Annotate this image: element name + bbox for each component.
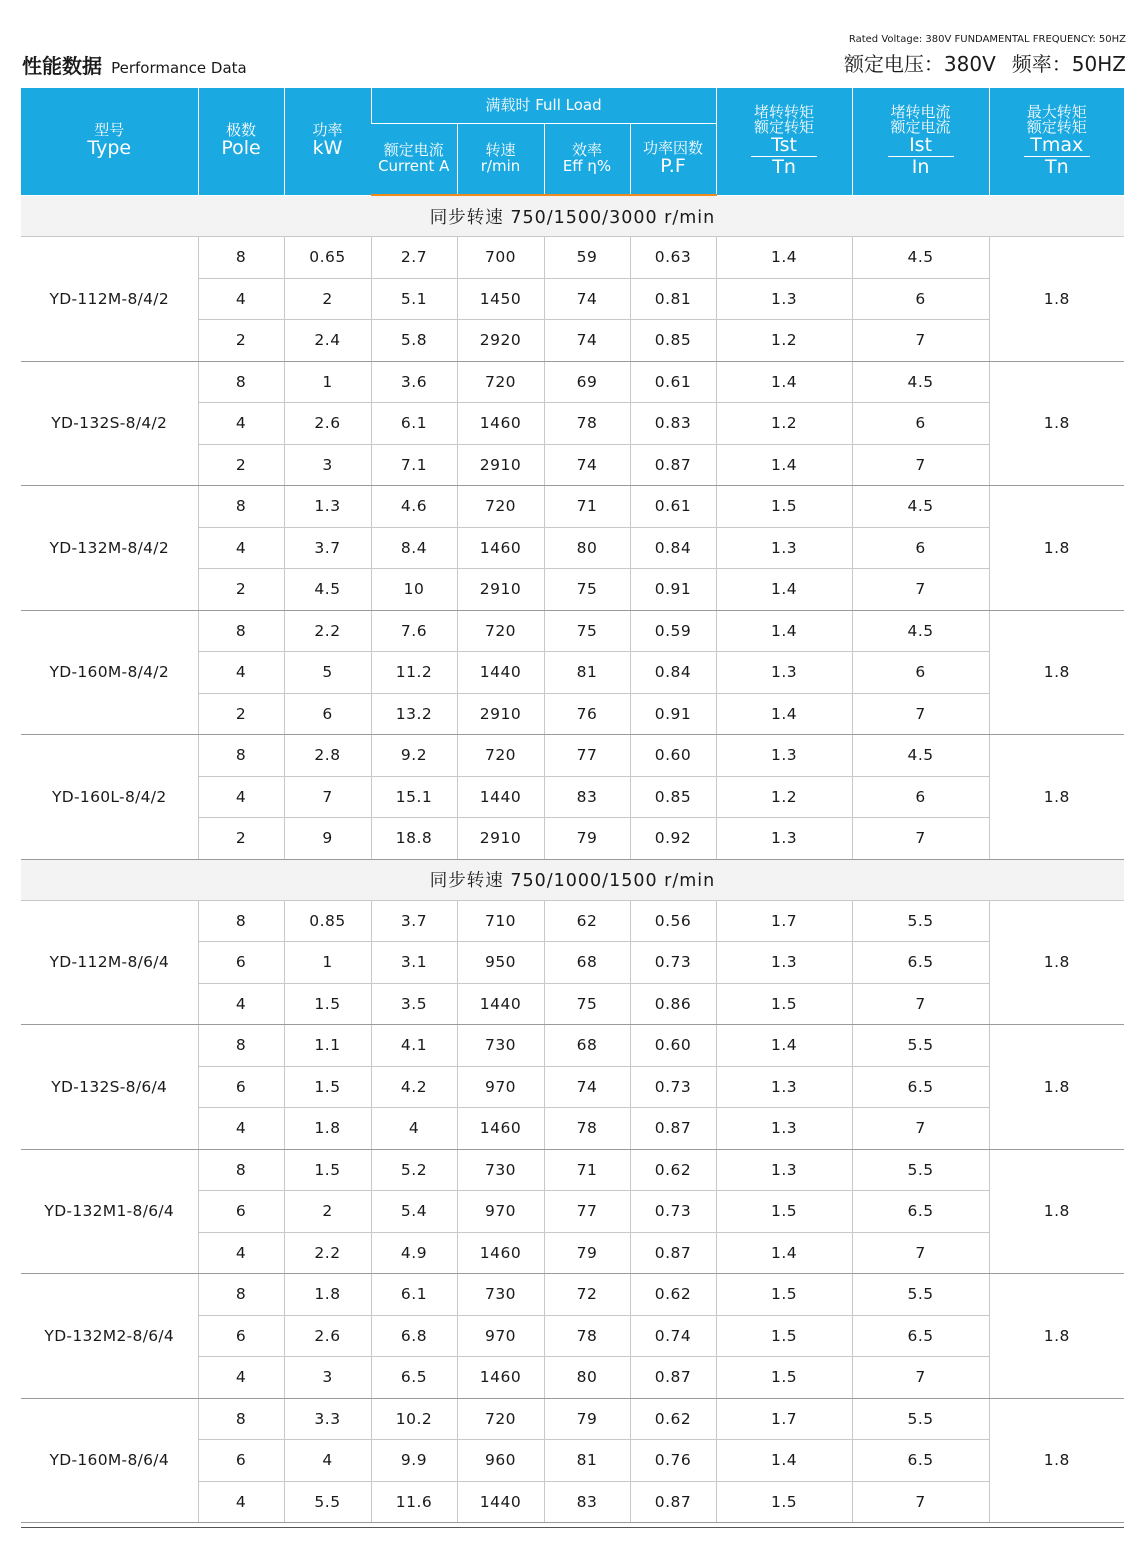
cell: 0.87 (630, 1481, 716, 1523)
cell: 1.5 (716, 486, 852, 528)
cell: 1.5 (716, 1191, 852, 1233)
cell: 9.9 (371, 1440, 457, 1482)
model-tmax: 1.8 (989, 1149, 1124, 1274)
cell: 720 (457, 610, 544, 652)
cell: 6 (198, 1191, 284, 1233)
cell: 6 (852, 527, 989, 569)
cell: 720 (457, 735, 544, 777)
section-row (21, 195, 1124, 237)
cell: 6.8 (371, 1315, 457, 1357)
cell: 0.91 (630, 569, 716, 611)
cell: 3 (284, 444, 371, 486)
cell: 1.4 (716, 361, 852, 403)
cell: 1440 (457, 1481, 544, 1523)
cell: 720 (457, 1398, 544, 1440)
cell: 1.5 (716, 1315, 852, 1357)
cell: 4 (198, 1108, 284, 1150)
col-full-load: 满载时 Full Load (371, 88, 716, 124)
cell: 4 (198, 527, 284, 569)
cell: 1460 (457, 1108, 544, 1150)
cell: 1.4 (716, 569, 852, 611)
cell: 1.3 (716, 818, 852, 860)
cell: 0.85 (630, 776, 716, 818)
cell: 9 (284, 818, 371, 860)
cell: 1460 (457, 1357, 544, 1399)
cell: 8 (198, 486, 284, 528)
model-type: YD-132S-8/6/4 (21, 1025, 198, 1150)
cell: 0.83 (630, 403, 716, 445)
table-row (21, 610, 1124, 652)
cell: 3.3 (284, 1398, 371, 1440)
cell: 6.5 (371, 1357, 457, 1399)
cell: 4.5 (852, 361, 989, 403)
cell: 1440 (457, 652, 544, 694)
table-row (21, 735, 1124, 777)
cell: 0.87 (630, 1232, 716, 1274)
cell: 3.7 (371, 900, 457, 942)
cell: 1460 (457, 527, 544, 569)
cell: 7 (852, 569, 989, 611)
table-row (21, 1274, 1124, 1316)
cell: 62 (544, 900, 630, 942)
cell: 2 (198, 693, 284, 735)
cell: 1440 (457, 983, 544, 1025)
cell: 5.5 (284, 1481, 371, 1523)
cell: 1.2 (716, 320, 852, 362)
model-tmax: 1.8 (989, 735, 1124, 860)
cell: 1.3 (716, 278, 852, 320)
cell: 6 (852, 776, 989, 818)
table-row (21, 1398, 1124, 1440)
cell: 3 (284, 1357, 371, 1399)
cell: 4.2 (371, 1066, 457, 1108)
cell: 4 (198, 1481, 284, 1523)
cell: 8 (198, 1274, 284, 1316)
table-row (21, 1025, 1124, 1067)
cell: 4.5 (852, 735, 989, 777)
cell: 74 (544, 320, 630, 362)
cell: 0.85 (284, 900, 371, 942)
col-power: 功率 kW (284, 88, 371, 195)
cell: 1.8 (284, 1274, 371, 1316)
cell: 0.84 (630, 652, 716, 694)
cell: 2.2 (284, 1232, 371, 1274)
cell: 0.92 (630, 818, 716, 860)
cell: 2.2 (284, 610, 371, 652)
cell: 7 (852, 1357, 989, 1399)
section-row (21, 859, 1124, 900)
cell: 1 (284, 942, 371, 984)
cell: 0.62 (630, 1398, 716, 1440)
cell: 15.1 (371, 776, 457, 818)
cell: 3.6 (371, 361, 457, 403)
cell: 75 (544, 569, 630, 611)
cell: 5.5 (852, 1398, 989, 1440)
cell: 730 (457, 1274, 544, 1316)
cell: 970 (457, 1191, 544, 1233)
cell: 0.59 (630, 610, 716, 652)
cell: 1.4 (716, 1025, 852, 1067)
cell: 710 (457, 900, 544, 942)
model-tmax: 1.8 (989, 1274, 1124, 1399)
cell: 11.6 (371, 1481, 457, 1523)
cell: 6 (852, 278, 989, 320)
title-en: Performance Data (111, 59, 247, 77)
cell: 68 (544, 942, 630, 984)
cell: 7.6 (371, 610, 457, 652)
cell: 4.1 (371, 1025, 457, 1067)
model-tmax: 1.8 (989, 900, 1124, 1025)
cell: 5.1 (371, 278, 457, 320)
cell: 10 (371, 569, 457, 611)
cell: 18.8 (371, 818, 457, 860)
cell: 6.5 (852, 1191, 989, 1233)
cell: 71 (544, 486, 630, 528)
cell: 0.85 (630, 320, 716, 362)
cell: 4 (198, 776, 284, 818)
cell: 0.62 (630, 1149, 716, 1191)
cell: 1.4 (716, 693, 852, 735)
cell: 5.8 (371, 320, 457, 362)
model-type: YD-132M2-8/6/4 (21, 1274, 198, 1399)
cell: 5 (284, 652, 371, 694)
model-type: YD-160M-8/4/2 (21, 610, 198, 735)
cell: 78 (544, 1315, 630, 1357)
cell: 83 (544, 1481, 630, 1523)
cell: 0.60 (630, 735, 716, 777)
rated-info (844, 34, 1126, 77)
cell: 4 (284, 1440, 371, 1482)
page-title (22, 50, 247, 79)
cell: 6 (198, 1066, 284, 1108)
cell: 0.60 (630, 1025, 716, 1067)
section-title: 同步转速 750/1000/1500 r/min (21, 859, 1124, 900)
cell: 68 (544, 1025, 630, 1067)
cell: 5.5 (852, 1274, 989, 1316)
cell: 1.8 (284, 1108, 371, 1150)
cell: 59 (544, 237, 630, 279)
cell: 5.5 (852, 1025, 989, 1067)
cell: 83 (544, 776, 630, 818)
cell: 960 (457, 1440, 544, 1482)
table-row (21, 237, 1124, 279)
cell: 2920 (457, 320, 544, 362)
cell: 1.7 (716, 1398, 852, 1440)
cell: 4.9 (371, 1232, 457, 1274)
cell: 8 (198, 735, 284, 777)
cell: 71 (544, 1149, 630, 1191)
model-type: YD-132M-8/4/2 (21, 486, 198, 611)
model-tmax: 1.8 (989, 1398, 1124, 1523)
cell: 0.87 (630, 1108, 716, 1150)
cell: 1.3 (284, 486, 371, 528)
cell: 3.7 (284, 527, 371, 569)
cell: 8 (198, 900, 284, 942)
model-type: YD-112M-8/4/2 (21, 237, 198, 362)
cell: 76 (544, 693, 630, 735)
cell: 2.8 (284, 735, 371, 777)
cell: 0.91 (630, 693, 716, 735)
cell: 730 (457, 1025, 544, 1067)
cell: 1.3 (716, 1108, 852, 1150)
cell: 2 (198, 569, 284, 611)
cell: 74 (544, 444, 630, 486)
cell: 1.3 (716, 527, 852, 569)
col-pole: 极数 Pole (198, 88, 284, 195)
model-type: YD-160L-8/4/2 (21, 735, 198, 860)
cell: 8 (198, 1398, 284, 1440)
cell: 6.5 (852, 1066, 989, 1108)
cell: 4 (198, 652, 284, 694)
cell: 0.86 (630, 983, 716, 1025)
cell: 0.73 (630, 1066, 716, 1108)
cell: 77 (544, 1191, 630, 1233)
cell: 1.5 (284, 1149, 371, 1191)
cell: 80 (544, 527, 630, 569)
cell: 5.5 (852, 1149, 989, 1191)
cell: 1.2 (716, 403, 852, 445)
cell: 79 (544, 1232, 630, 1274)
cell: 10.2 (371, 1398, 457, 1440)
cell: 75 (544, 983, 630, 1025)
cell: 1460 (457, 403, 544, 445)
cell: 2910 (457, 818, 544, 860)
cell: 6.1 (371, 403, 457, 445)
cell: 8 (198, 1149, 284, 1191)
cell: 78 (544, 403, 630, 445)
cell: 4.5 (852, 237, 989, 279)
cell: 6 (198, 1440, 284, 1482)
cell: 0.73 (630, 942, 716, 984)
cell: 4 (198, 403, 284, 445)
table-row (21, 1149, 1124, 1191)
cell: 7 (852, 693, 989, 735)
cell: 0.76 (630, 1440, 716, 1482)
col-efficiency: 效率 Eff η% (544, 124, 630, 196)
cell: 9.2 (371, 735, 457, 777)
cell: 69 (544, 361, 630, 403)
cell: 1.3 (716, 1149, 852, 1191)
cell: 7 (852, 1232, 989, 1274)
cell: 950 (457, 942, 544, 984)
cell: 0.61 (630, 361, 716, 403)
cell: 1.4 (716, 237, 852, 279)
cell: 1.3 (716, 652, 852, 694)
cell: 1 (284, 361, 371, 403)
cell: 5.5 (852, 900, 989, 942)
cell: 7 (852, 818, 989, 860)
cell: 1.5 (716, 983, 852, 1025)
rated-en: Rated Voltage: 380V FUNDAMENTAL FREQUENCY: 50HZ (848, 34, 1126, 45)
cell: 2 (198, 320, 284, 362)
cell: 1440 (457, 776, 544, 818)
cell: 0.87 (630, 1357, 716, 1399)
cell: 75 (544, 610, 630, 652)
col-ist-ratio: 堵转电流 额定电流 Ist In (852, 88, 989, 195)
cell: 1.5 (716, 1481, 852, 1523)
cell: 7 (852, 1108, 989, 1150)
cell: 2.6 (284, 403, 371, 445)
cell: 1.4 (716, 610, 852, 652)
cell: 5.4 (371, 1191, 457, 1233)
title-zh: 性能数据 (22, 54, 102, 78)
cell: 1.4 (716, 1440, 852, 1482)
cell: 0.81 (630, 278, 716, 320)
model-tmax: 1.8 (989, 361, 1124, 486)
cell: 2 (284, 1191, 371, 1233)
cell: 81 (544, 652, 630, 694)
cell: 700 (457, 237, 544, 279)
cell: 81 (544, 1440, 630, 1482)
cell: 0.63 (630, 237, 716, 279)
table-body (21, 195, 1124, 1523)
cell: 0.74 (630, 1315, 716, 1357)
cell: 970 (457, 1315, 544, 1357)
col-current: 额定电流 Current A (371, 124, 457, 196)
cell: 78 (544, 1108, 630, 1150)
cell: 2 (198, 818, 284, 860)
model-tmax: 1.8 (989, 237, 1124, 362)
model-type: YD-112M-8/6/4 (21, 900, 198, 1025)
cell: 2910 (457, 693, 544, 735)
model-tmax: 1.8 (989, 610, 1124, 735)
cell: 6 (284, 693, 371, 735)
cell: 1.3 (716, 1066, 852, 1108)
cell: 6.5 (852, 942, 989, 984)
cell: 8 (198, 361, 284, 403)
cell: 7 (284, 776, 371, 818)
cell: 4 (198, 1357, 284, 1399)
cell: 2910 (457, 444, 544, 486)
cell: 8 (198, 1025, 284, 1067)
cell: 1.5 (284, 983, 371, 1025)
cell: 4.6 (371, 486, 457, 528)
cell: 74 (544, 1066, 630, 1108)
cell: 2 (284, 278, 371, 320)
col-type: 型号 Type (21, 88, 198, 195)
cell: 1.3 (716, 735, 852, 777)
cell: 4 (198, 983, 284, 1025)
cell: 7 (852, 320, 989, 362)
cell: 8 (198, 610, 284, 652)
cell: 79 (544, 818, 630, 860)
table-row (21, 361, 1124, 403)
col-tst-ratio: 堵转转矩 额定转矩 Tst Tn (716, 88, 852, 195)
table-row (21, 486, 1124, 528)
cell: 7 (852, 1481, 989, 1523)
cell: 6 (198, 942, 284, 984)
model-type: YD-132M1-8/6/4 (21, 1149, 198, 1274)
cell: 13.2 (371, 693, 457, 735)
cell: 2 (198, 444, 284, 486)
col-speed: 转速 r/min (457, 124, 544, 196)
cell: 0.84 (630, 527, 716, 569)
cell: 4.5 (852, 486, 989, 528)
rated-frequency: 频率：50HZ (1011, 52, 1126, 76)
cell: 1.5 (284, 1066, 371, 1108)
cell: 4.5 (852, 610, 989, 652)
cell: 72 (544, 1274, 630, 1316)
cell: 1450 (457, 278, 544, 320)
cell: 1.2 (716, 776, 852, 818)
cell: 6.5 (852, 1315, 989, 1357)
cell: 2.6 (284, 1315, 371, 1357)
rated-zh (844, 48, 1126, 77)
table-row (21, 900, 1124, 942)
cell: 6 (852, 652, 989, 694)
cell: 0.65 (284, 237, 371, 279)
cell: 1.3 (716, 942, 852, 984)
col-tmax-ratio: 最大转矩 额定转矩 Tmax Tn (989, 88, 1124, 195)
model-type: YD-160M-8/6/4 (21, 1398, 198, 1523)
cell: 5.2 (371, 1149, 457, 1191)
model-tmax: 1.8 (989, 486, 1124, 611)
cell: 8.4 (371, 527, 457, 569)
cell: 3.5 (371, 983, 457, 1025)
model-type: YD-132S-8/4/2 (21, 361, 198, 486)
cell: 4 (198, 1232, 284, 1274)
cell: 720 (457, 486, 544, 528)
cell: 6.1 (371, 1274, 457, 1316)
model-tmax: 1.8 (989, 1025, 1124, 1150)
cell: 1.7 (716, 900, 852, 942)
col-power-factor: 功率因数 P.F (630, 124, 716, 196)
cell: 7.1 (371, 444, 457, 486)
cell: 4 (371, 1108, 457, 1150)
cell: 0.61 (630, 486, 716, 528)
cell: 4 (198, 278, 284, 320)
cell: 2.4 (284, 320, 371, 362)
performance-table (21, 88, 1124, 1523)
cell: 4.5 (284, 569, 371, 611)
cell: 1460 (457, 1232, 544, 1274)
cell: 1.4 (716, 1232, 852, 1274)
cell: 730 (457, 1149, 544, 1191)
cell: 720 (457, 361, 544, 403)
cell: 3.1 (371, 942, 457, 984)
cell: 80 (544, 1357, 630, 1399)
cell: 6 (198, 1315, 284, 1357)
cell: 79 (544, 1398, 630, 1440)
cell: 0.56 (630, 900, 716, 942)
cell: 74 (544, 278, 630, 320)
cell: 7 (852, 444, 989, 486)
cell: 0.87 (630, 444, 716, 486)
cell: 1.4 (716, 444, 852, 486)
cell: 1.5 (716, 1274, 852, 1316)
section-title: 同步转速 750/1500/3000 r/min (21, 195, 1124, 237)
table-bottom-rule (21, 1527, 1124, 1528)
cell: 2.7 (371, 237, 457, 279)
rated-voltage: 额定电压：380V (843, 52, 996, 76)
cell: 7 (852, 983, 989, 1025)
cell: 8 (198, 237, 284, 279)
cell: 77 (544, 735, 630, 777)
cell: 1.1 (284, 1025, 371, 1067)
cell: 0.62 (630, 1274, 716, 1316)
cell: 6.5 (852, 1440, 989, 1482)
cell: 6 (852, 403, 989, 445)
cell: 2910 (457, 569, 544, 611)
cell: 0.73 (630, 1191, 716, 1233)
cell: 970 (457, 1066, 544, 1108)
cell: 1.5 (716, 1357, 852, 1399)
cell: 11.2 (371, 652, 457, 694)
